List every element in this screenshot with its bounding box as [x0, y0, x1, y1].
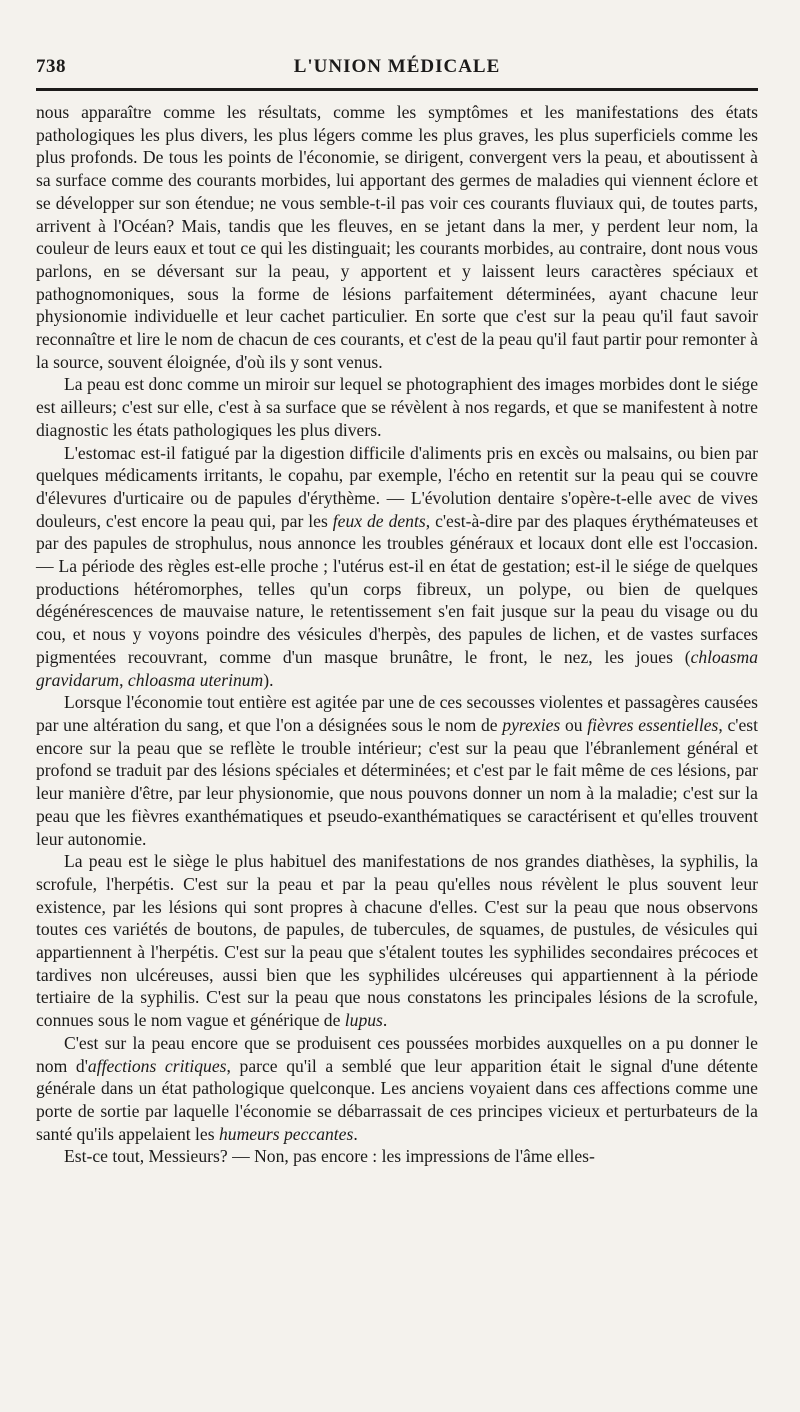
text-run: La peau est le siège le plus habituel des manifestations de nos grandes diathèses, la syphilis, la scrofule, l'herpétis. C'est sur la peau et par la peau qu'elles nous révèlent le plus souvent leur existence, par les lésions qui sont propres à chacune d'elles. C'est sur la peau que nous observons toutes ces variétés de boutons, de papules, de tubercules, de squames, de pustules, de vésicules qui appartiennent à l'herpétis. C'est sur la peau que s'étalent toutes les syphilides secondaires précoces et tardives non ulcéreuses, aussi bien que les syphilides ulcéreuses qui appartiennent à la période tertiaire de la syphilis. C'est sur la peau que nous constatons les principales lésions de la scrofule, connues sous le nom vague et générique de	[36, 851, 758, 1031]
text-run: ).	[263, 669, 274, 690]
text-run: , c'est encore sur la peau que se reflète le trouble intérieur; c'est sur la peau que l'ébranlement général et profond se traduit par des lésions spéciales et déterminées; et c'est par le fait même de ces lésions, par leur manière d'être, par leur physionomie, que nous pouvons donner un nom à la maladie; c'est sur la peau que les fièvres exanthématiques et pseudo-exanthématiques se caractérisent et qu'elles trouvent leur autonomie.	[36, 714, 758, 849]
text-run: Est-ce tout, Messieurs? — Non, pas encore : les impressions de l'âme elles-	[64, 1146, 595, 1167]
paragraph	[36, 373, 758, 441]
italic-term: humeurs peccantes	[218, 1123, 354, 1144]
italic-term: affections critiques	[87, 1055, 227, 1076]
paragraph	[36, 850, 758, 1032]
text-run: .	[382, 1010, 388, 1031]
paragraph	[36, 442, 758, 692]
header-rule	[36, 88, 758, 91]
italic-term: pyrexies	[502, 714, 561, 735]
text-run: nous apparaître comme les résultats, comme les symptômes et les manifestations des états pathologiques les plus divers, les plus légers comme les plus graves, les plus superficiels comme les plus profonds. De tous les points de l'économie, se dirigent, convergent vers la peau, et aboutissent à sa surface comme des courants morbides, lui apportant des germes de maladies qui viennent éclore et se développer sur son étendue; ne vous semble-t-il pas voir ces courants fluviaux qui, de toutes parts, arrivent à l'Océan? Mais, tandis que les fleuves, en se jetant dans la mer, y perdent leur nom, la couleur de leurs eaux et tout ce qui les distinguait; les courants morbides, au contraire, dont nous vous parlons, en se déversant sur la peau, y apportent et y laissent leurs caractères spéciaux et pathognomoniques, sous la forme de lésions parfaitement déterminées, ayant chacune leur physionomie individuelle et leur cachet particulier. En sorte que c'est sur la peau qu'il faut savoir reconnaître et lire le nom de chacun de ces courants, et c'est de la peau qu'il faut partir pour remonter à la source, souvent éloignée, d'où ils y sont venus.	[36, 102, 758, 372]
text-run: Lorsque l'économie tout entière est agitée par une de ces secousses violentes et passagères causées par une altération du sang, et que l'on a désignées sous le nom de	[36, 692, 758, 735]
page-number: 738	[36, 56, 66, 77]
text-run: L'estomac est-il fatigué par la digestion difficile d'aliments pris en excès ou malsains, ou bien par quelques médicaments irritants, le copahu, par exemple, l'écho en retentit sur la peau qui se couvre d'élevures d'urticaire ou de papules d'érythème. — L'évolution dentaire s'opère-t-elle avec de vives douleurs, c'est encore la peau qui, par les	[36, 442, 758, 531]
italic-term: lupus	[344, 1010, 383, 1031]
running-head	[30, 50, 764, 84]
italic-term: chloasma uterinum	[127, 669, 264, 690]
paragraph	[36, 101, 758, 373]
italic-term: fièvres essentielles	[587, 714, 719, 735]
text-run: C'est sur la peau encore que se produisent ces poussées morbides auxquelles on a pu donner le nom d'	[36, 1032, 758, 1076]
journal-title: L'UNION MÉDICALE	[293, 56, 501, 77]
italic-term: feux de dents	[332, 510, 426, 531]
paragraph	[36, 1145, 758, 1168]
text-run: .	[353, 1123, 358, 1144]
text-run: ou	[560, 714, 588, 735]
text-run: , c'est-à-dire par des plaques érythémateuses et par des papules de strophulus, nous annonce les troubles généraux et locaux dont elle est l'occasion. — La période des règles est-elle proche ; l'utérus est-il en état de gestation; est-il le siége de quelques productions hétéromorphes, telles qu'un corps fibreux, un polype, ou bien de quelques dégénérescences de mauvaise nature, le retentissement s'en fait jusque sur la peau du visage ou du cou, et nous y voyons poindre des vésicules d'herpès, des papules de lichen, et de vastes surfaces pigmentées recouvrant, comme d'un masque brunâtre, le front, le nez, les joues (	[36, 510, 759, 667]
paragraph	[36, 1032, 758, 1146]
text-run: La peau est donc comme un miroir sur lequel se photographient des images morbides dont le siége est ailleurs; c'est sur elle, c'est à sa surface que se révèlent à nos regards, et que se manifestent à notre diagnostic les états pathologiques les plus divers.	[36, 374, 758, 440]
italic-term: chloasma gravidarum	[36, 646, 758, 690]
text-run: ,	[119, 669, 128, 690]
article-body	[30, 101, 764, 1168]
paragraph	[36, 691, 758, 850]
text-run: , parce qu'il a semblé que leur apparition était le signal d'une détente générale dans un état pathologique quelconque. Les anciens voyaient dans ces affections comme une porte de sortie par laquelle l'économie se débarrassait de ces principes vicieux et perturbateurs de la santé qu'ils appelaient les	[36, 1055, 758, 1144]
